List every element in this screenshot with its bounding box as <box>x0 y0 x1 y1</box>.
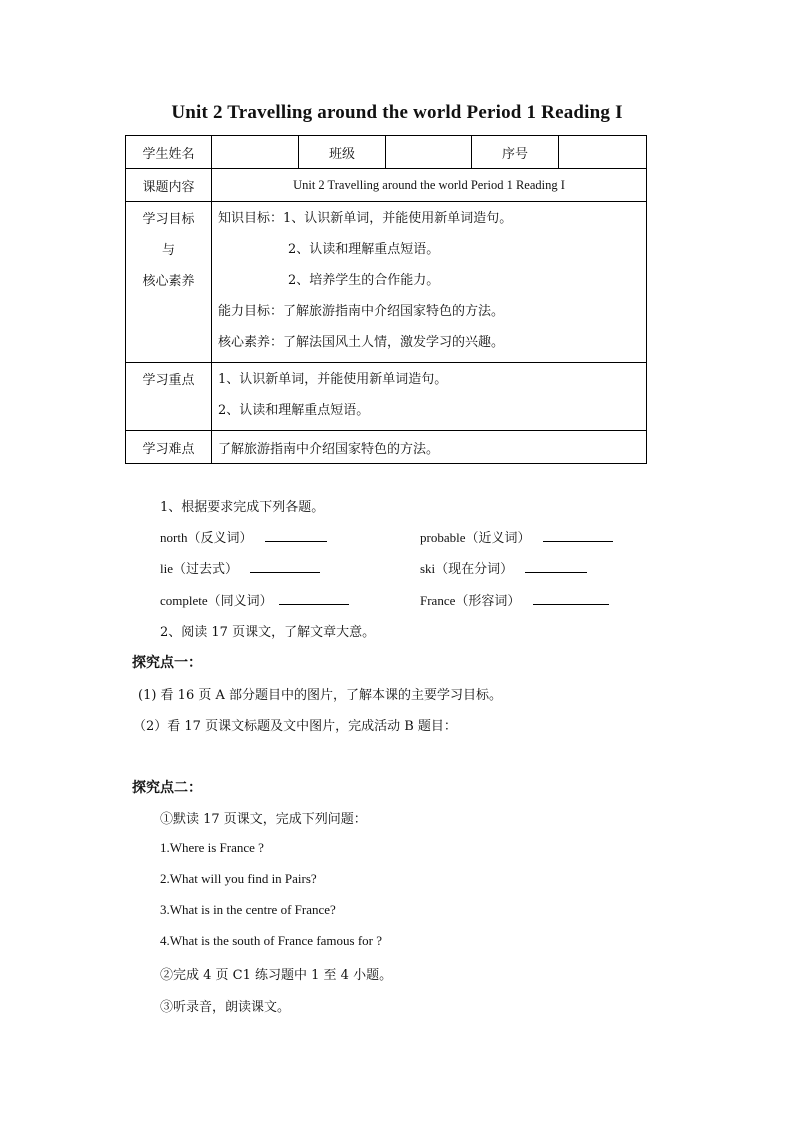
exercise-prompt: north（反义词） <box>160 530 253 545</box>
table-row <box>126 363 647 431</box>
task2-text: 2、阅读 17 页课文，了解文章大意。 <box>160 625 376 640</box>
goal-line: 2、认读和理解重点短语。 <box>288 242 440 257</box>
keypoints-label <box>126 363 212 431</box>
exercise-item <box>420 527 613 546</box>
class-field[interactable] <box>386 136 472 169</box>
seq-field[interactable] <box>559 136 647 169</box>
keypoint-line: 1、认识新单词，并能使用新单词造句。 <box>218 372 448 387</box>
explore2-step: ①默读 17 页课文，完成下列问题： <box>160 812 367 827</box>
answer-blank[interactable] <box>279 592 349 605</box>
goals-label-line: 核心素养 <box>142 274 195 289</box>
task1-heading: 1、根据要求完成下列各题。 <box>160 500 325 515</box>
explore2-step: ②完成 4 页 C1 练习题中 1 至 4 小题。 <box>160 968 393 983</box>
explore2-step: ③听录音，朗读课文。 <box>160 1000 291 1015</box>
goals-label-line: 学习目标 <box>142 212 195 227</box>
table-row <box>126 202 647 363</box>
explore1-item: (1) 看 16 页 A 部分题目中的图片，了解本课的主要学习目标。 <box>138 688 503 703</box>
exercise-prompt: ski（现在分词） <box>420 561 514 576</box>
table-row <box>126 136 647 169</box>
table-row <box>126 169 647 202</box>
goals-content <box>212 202 647 363</box>
goal-line: 核心素养：了解法国风土人情，激发学习的兴趣。 <box>218 335 505 350</box>
explore1-heading: 探究点一： <box>132 655 202 671</box>
exercise-item <box>420 558 587 577</box>
answer-blank[interactable] <box>525 560 587 573</box>
seq-label: 序号 <box>472 136 559 169</box>
question-item: 1.Where is France ? <box>160 840 264 855</box>
difficulty-text: 了解旅游指南中介绍国家特色的方法。 <box>218 441 440 457</box>
student-name-label: 学生姓名 <box>126 136 212 169</box>
exercise-prompt: France（形容词） <box>420 593 521 608</box>
class-label: 班级 <box>299 136 386 169</box>
answer-blank[interactable] <box>533 592 609 605</box>
student-name-field[interactable] <box>212 136 299 169</box>
exercise-item <box>420 590 609 609</box>
goal-line: 知识目标：1、认识新单词，并能使用新单词造句。 <box>218 211 513 226</box>
goals-label <box>126 202 212 363</box>
question-item: 2.What will you find in Pairs? <box>160 871 317 886</box>
answer-blank[interactable] <box>265 529 327 542</box>
exercise-item <box>160 558 320 577</box>
course-label: 课题内容 <box>126 169 212 202</box>
keypoints-label-text: 学习重点 <box>142 373 195 388</box>
goal-line: 能力目标：了解旅游指南中介绍国家特色的方法。 <box>218 304 505 319</box>
page-title: Unit 2 Travelling around the world Period 1 Reading I <box>171 102 623 123</box>
goals-label-line: 与 <box>161 243 175 258</box>
goal-line: 2、培养学生的合作能力。 <box>288 273 440 288</box>
keypoint-line: 2、认读和理解重点短语。 <box>218 403 370 418</box>
question-item: 4.What is the south of France famous for ? <box>160 933 383 948</box>
answer-blank[interactable] <box>543 529 613 542</box>
answer-blank[interactable] <box>250 560 320 573</box>
difficulty-label: 学习难点 <box>126 431 212 464</box>
exercise-item <box>160 590 349 609</box>
explore2-heading: 探究点二： <box>132 780 202 796</box>
exercise-item <box>160 527 327 546</box>
info-table <box>125 135 647 464</box>
difficulty-content <box>212 431 647 464</box>
table-row <box>126 431 647 464</box>
exercise-prompt: probable（近义词） <box>420 530 531 545</box>
exercise-prompt: lie（过去式） <box>160 561 238 576</box>
keypoints-content <box>212 363 647 431</box>
course-value: Unit 2 Travelling around the world Period 1 Reading I <box>212 169 647 202</box>
explore1-item: （2）看 17 页课文标题及文中图片，完成活动 B 题目： <box>133 719 457 734</box>
exercise-prompt: complete（同义词） <box>160 593 273 608</box>
question-item: 3.What is in the centre of France? <box>160 902 336 917</box>
